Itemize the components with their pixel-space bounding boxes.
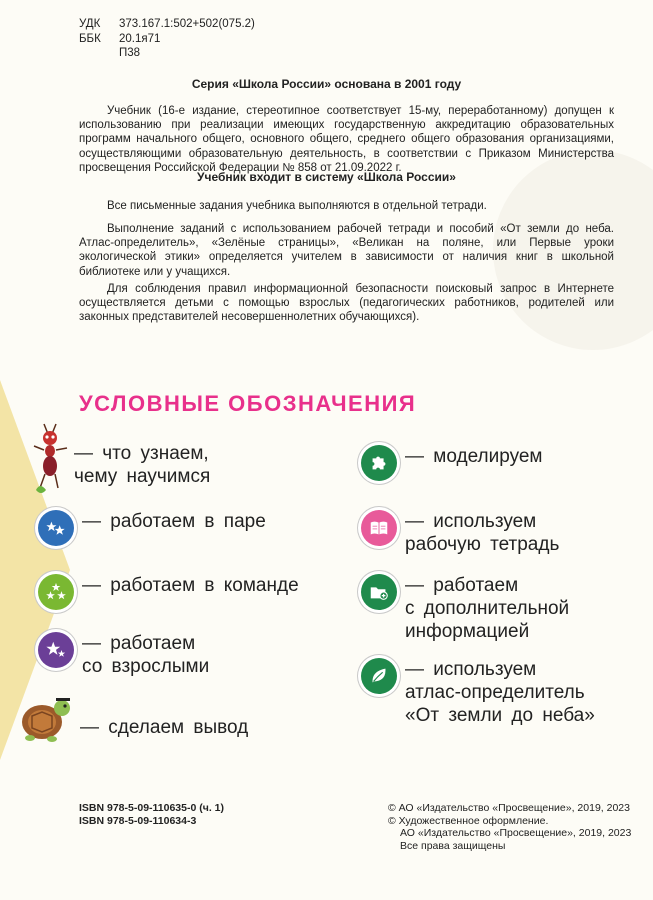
legend-label-model: — моделируем	[405, 446, 543, 467]
legend-label-pair: — работаем в паре	[82, 511, 266, 532]
series-line: Серия «Школа России» основана в 2001 году	[191, 77, 462, 91]
udk-label: УДК	[79, 18, 101, 30]
legend-label-atlas: — используем атлас-определитель «От земли до неба»	[405, 659, 595, 726]
adult-stars-icon	[38, 632, 74, 668]
classification-codes	[79, 17, 255, 61]
manuals-paragraph: Выполнение заданий с использованием рабочей тетради и пособий «От земли до неба. Атлас-определитель», «Зелёные страницы», «Великан на поляне, или Первые уроки экологической этики» определяется учителем в зависимости от наличия книг в школьной библиотеке или у учащихся.	[79, 223, 614, 278]
legend-item-extra-info	[361, 574, 569, 643]
ant-icon	[30, 418, 72, 503]
approval-paragraph: Учебник (16-е издание, стереотипное соответствует 15-му, переработанному) допущен к использованию при реализации имеющих государственную аккредитацию образовательных программ начального общего, основного общего, среднего общего образования организациями, осуществляющими образовательную деятельность, в соответствии с Приказом Министерства просвещения Российской Федерации № 858 от 21.09.2022 г.	[79, 105, 614, 174]
legend-label-extra-info: — работаем с дополнительной информацией	[405, 575, 570, 642]
bbk-label: ББК	[79, 32, 101, 45]
workbook-icon	[361, 510, 397, 546]
system-line: Учебник входит в систему «Школа России»	[197, 170, 456, 184]
legend-item-conclusion	[80, 716, 248, 739]
copyright-block	[388, 802, 631, 852]
author-code: П38	[119, 47, 141, 59]
safety-paragraph: Для соблюдения правил информационной безопасности поисковый запрос в Интернете осуществляется детьми с помощью взрослых (педагогических работников, родителей или законных представителей несовершеннолетних обучающихся).	[79, 283, 614, 324]
legend-title: УСЛОВНЫЕ ОБОЗНАЧЕНИЯ	[79, 391, 417, 416]
pair-stars-icon	[38, 510, 74, 546]
legend-label-learn: — что узнаем, чему научимся	[74, 443, 211, 487]
isbn-set: ISBN 978-5-09-110634-3	[79, 815, 197, 827]
puzzle-icon	[361, 445, 397, 481]
legend-item-workbook	[361, 510, 559, 556]
legend-label-workbook: — используем рабочую тетрадь	[405, 511, 560, 555]
folder-plus-icon	[361, 574, 397, 610]
legend-label-adults: — работаем со взрослыми	[82, 633, 210, 677]
team-stars-icon	[38, 574, 74, 610]
legend-item-pair	[38, 510, 266, 546]
isbn-block	[79, 802, 224, 828]
turtle-icon	[18, 692, 76, 751]
leaf-icon	[361, 658, 397, 694]
bbk-value: 20.1я71	[119, 32, 161, 45]
legend-item-learn	[74, 442, 210, 488]
rights-reserved: Все права защищены	[400, 839, 506, 852]
legend-item-team	[38, 574, 299, 610]
legend-label-conclusion: — сделаем вывод	[80, 717, 249, 738]
isbn-part: ISBN 978-5-09-110635-0 (ч. 1)	[79, 802, 225, 814]
legend-item-adults	[38, 632, 209, 678]
legend-item-atlas	[361, 658, 595, 727]
copyright-line: © АО «Издательство «Просвещение», 2019, 2023	[388, 802, 630, 814]
notebook-paragraph: Все письменные задания учебника выполняются в отдельной тетради.	[107, 200, 487, 212]
legend-label-team: — работаем в команде	[82, 575, 299, 596]
copyright-design-owner: АО «Издательство «Просвещение», 2019, 2023	[400, 827, 632, 839]
copyright-design-line: © Художественное оформление.	[388, 814, 549, 827]
udk-value: 373.167.1:502+502(075.2)	[119, 18, 255, 30]
legend-item-model	[361, 445, 542, 481]
